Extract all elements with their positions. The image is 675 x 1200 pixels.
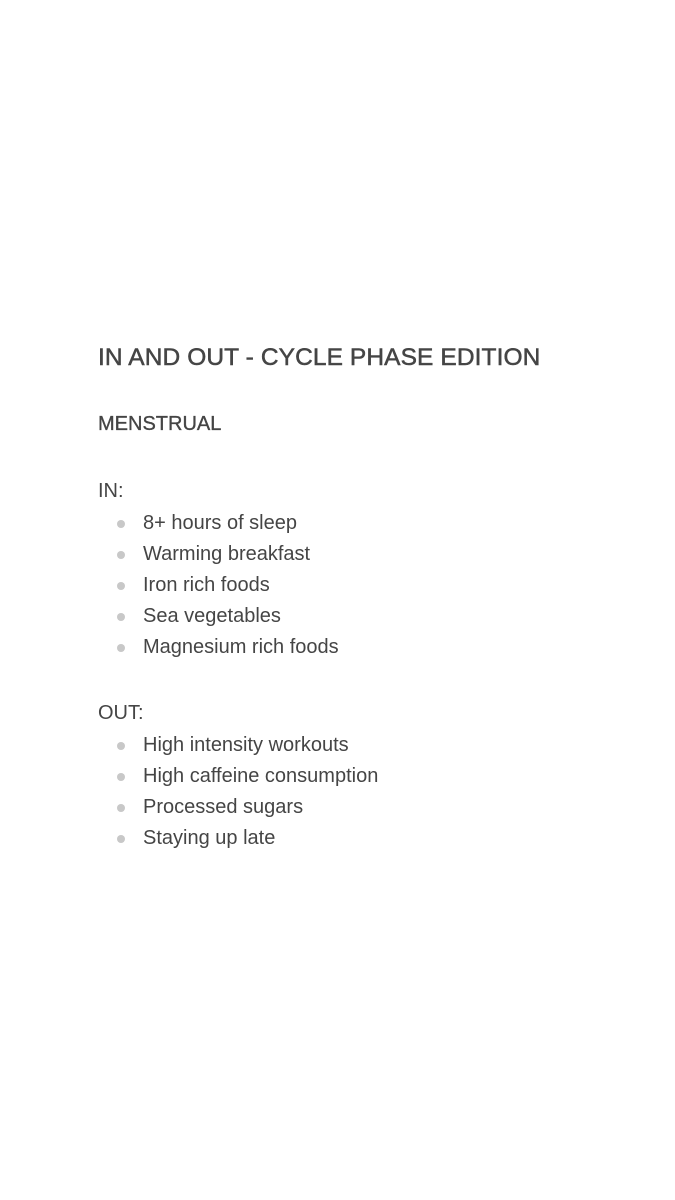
in-section-label: IN: — [98, 480, 124, 502]
bullet-icon — [117, 582, 125, 590]
list-item-text: High intensity workouts — [143, 734, 349, 756]
out-list — [98, 730, 658, 854]
list-item-text: Iron rich foods — [143, 574, 270, 596]
list-item — [98, 601, 658, 632]
note-body[interactable] — [98, 340, 658, 854]
list-item — [98, 632, 658, 663]
list-item-text: 8+ hours of sleep — [143, 512, 297, 534]
out-section-label: OUT: — [98, 702, 144, 724]
list-item — [98, 539, 658, 570]
list-item-text: Processed sugars — [143, 796, 304, 818]
bullet-icon — [117, 644, 125, 652]
list-item-text: High caffeine consumption — [143, 765, 379, 787]
list-item — [98, 823, 658, 854]
list-item — [98, 792, 658, 823]
list-item — [98, 761, 658, 792]
bullet-icon — [117, 835, 125, 843]
bullet-icon — [117, 742, 125, 750]
list-item — [98, 508, 658, 539]
bullet-icon — [117, 520, 125, 528]
bullet-icon — [117, 804, 125, 812]
list-item-text: Warming breakfast — [143, 543, 311, 565]
list-item — [98, 730, 658, 761]
in-list — [98, 508, 658, 663]
note-title: IN AND OUT - CYCLE PHASE EDITION — [98, 344, 541, 371]
phase-heading: MENSTRUAL — [98, 413, 222, 435]
list-item — [98, 570, 658, 601]
bullet-icon — [117, 773, 125, 781]
list-item-text: Magnesium rich foods — [143, 636, 339, 658]
list-item-text: Staying up late — [143, 827, 276, 849]
bullet-icon — [117, 551, 125, 559]
bullet-icon — [117, 613, 125, 621]
list-item-text: Sea vegetables — [143, 605, 281, 627]
